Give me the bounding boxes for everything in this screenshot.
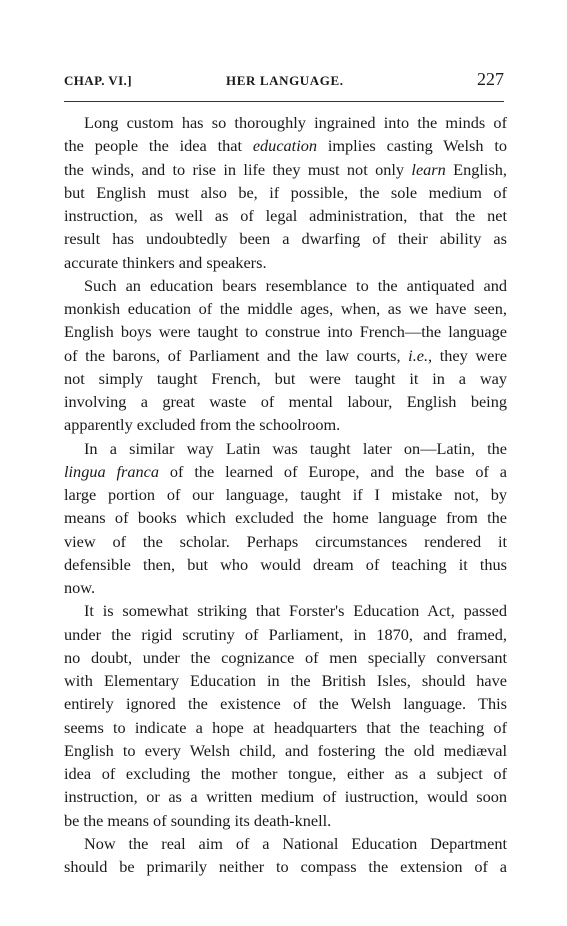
page-number: 227 [477, 69, 504, 89]
text-run: now. [64, 578, 96, 597]
text-run: no doubt, under the cognizance of men specially conversant [64, 647, 507, 667]
text-run: apparently excluded from the schoolroom. [64, 415, 341, 435]
text-run: involving a great waste of mental labour, English being [64, 392, 507, 411]
text-run: they were [432, 345, 507, 365]
text-line [64, 251, 507, 274]
text-run: result has undoubtedly been a dwarfing of their ability as [64, 229, 507, 249]
text-line [64, 785, 507, 808]
running-header [64, 69, 504, 93]
chapter-label: CHAP. VI.] [64, 73, 132, 88]
text-line [64, 669, 507, 692]
text-run: English to every Welsh child, and fostering the old mediæval [64, 740, 507, 760]
text-line [64, 460, 507, 483]
italic-term: education [252, 136, 318, 156]
text-run: Such an education bears resemblance to the antiquated and [84, 275, 507, 295]
text-run: idea of excluding the mother tongue, either as a subject of [64, 764, 507, 783]
text-line [64, 623, 507, 646]
text-line [64, 344, 507, 367]
text-run: be the means of sounding its death-knell. [64, 810, 332, 830]
text-run: In a similar way Latin was taught later on—Latin, the [84, 438, 507, 458]
text-run: means of books which excluded the home language from the [64, 508, 507, 528]
text-run: large portion of our language, taught if I mistake not, by [64, 485, 507, 504]
running-title: HER LANGUAGE. [226, 73, 344, 88]
text-run: of the barons, of Parliament and the law courts, [64, 345, 409, 365]
text-line [64, 297, 507, 320]
text-line [64, 530, 507, 553]
text-run: defensible then, but who would dream of teaching it thus [64, 554, 507, 574]
text-run: implies casting Welsh to [317, 136, 508, 156]
text-run: under the rigid scrutiny of Parliament, in 1870, and framed, [64, 624, 507, 644]
text-run: instruction, as well as of legal administration, that the net [64, 206, 507, 225]
text-run: accurate thinkers and speakers. [64, 252, 267, 272]
text-line [64, 576, 507, 599]
text-line [64, 832, 507, 855]
text-line [64, 646, 507, 669]
body-text [64, 111, 507, 878]
text-run: English, [445, 159, 507, 179]
italic-term: learn [411, 159, 446, 179]
text-line [64, 413, 507, 436]
text-line [64, 158, 507, 181]
text-run: not simply taught French, but were taught it in a way [64, 368, 507, 388]
text-run: of the learned of Europe, and the base of a [159, 461, 508, 481]
text-run: view of the scholar. Perhaps circumstances rendered it [64, 531, 507, 551]
text-line [64, 762, 507, 785]
text-run: should be primarily neither to compass the extension of a [64, 857, 507, 876]
text-line [64, 692, 507, 715]
text-line [64, 274, 507, 297]
text-run: with Elementary Education in the British Isles, should have [64, 671, 507, 690]
text-line [64, 320, 507, 343]
text-line [64, 181, 507, 204]
text-line [64, 437, 507, 460]
text-run: monkish education of the middle ages, when, as we have seen, [64, 299, 507, 318]
text-run: English boys were taught to construe into French—the language [64, 322, 507, 342]
text-line [64, 809, 507, 832]
text-line [64, 716, 507, 739]
italic-term: lingua franca [64, 461, 160, 481]
header-rule [64, 101, 504, 102]
text-line [64, 134, 507, 157]
text-run: Now the real aim of a National Education Department [84, 833, 507, 853]
text-run: entirely ignored the existence of the Welsh language. This [64, 694, 507, 714]
text-line [64, 599, 507, 622]
text-line [64, 204, 507, 227]
text-line [64, 506, 507, 529]
italic-term: i.e., [408, 345, 433, 365]
text-run: Long custom has so thoroughly ingrained into the minds of [84, 113, 507, 132]
text-run: seems to indicate a hope at headquarters that the teaching of [64, 717, 507, 737]
text-line [64, 483, 507, 506]
text-line [64, 227, 507, 250]
text-line [64, 367, 507, 390]
text-run: the people the idea that [64, 136, 253, 156]
text-line [64, 111, 507, 134]
text-run: but English must also be, if possible, the sole medium of [64, 182, 507, 202]
text-line [64, 390, 507, 413]
text-run: It is somewhat striking that Forster's Education Act, passed [84, 601, 507, 621]
text-line [64, 855, 507, 878]
text-line [64, 553, 507, 576]
text-run: the winds, and to rise in life they must not only [64, 159, 412, 179]
text-line [64, 739, 507, 762]
text-run: instruction, or as a written medium of iustruction, would soon [64, 787, 507, 807]
